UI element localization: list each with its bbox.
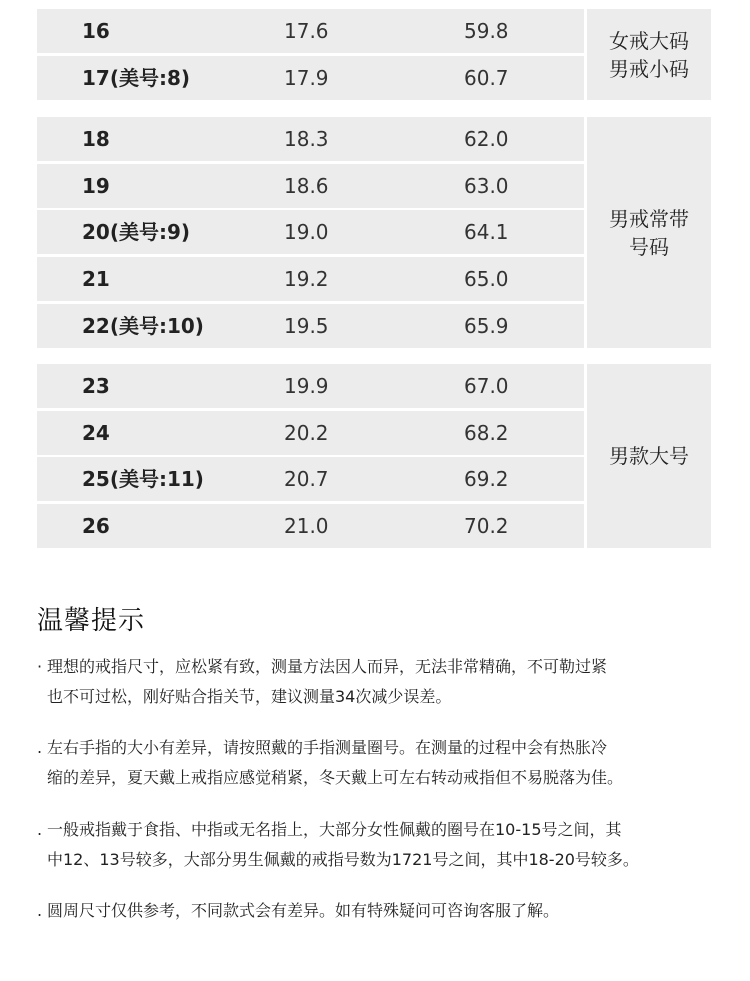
diameter-cell: 21.0 <box>284 514 329 538</box>
tips-title: 温馨提示 <box>37 606 146 636</box>
circumference-cell: 59.8 <box>464 19 509 43</box>
table-row <box>37 364 584 408</box>
size-group-3 <box>37 364 711 549</box>
tip-line: 一般戒指戴于食指、中指或无名指上，大部分女性佩戴的圈号在10-15号之间，其 <box>47 820 622 839</box>
size-cell: 21 <box>82 267 110 291</box>
table-row <box>37 504 584 548</box>
diameter-cell: 19.5 <box>284 314 329 338</box>
table-row <box>37 164 584 208</box>
size-cell: 25(美号:11) <box>82 467 204 491</box>
table-row <box>37 9 584 53</box>
diameter-cell: 19.9 <box>284 374 329 398</box>
group-note <box>587 364 711 548</box>
table-row <box>37 210 584 254</box>
tip-line: 圆周尺寸仅供参考，不同款式会有差异。如有特殊疑问可咨询客服了解。 <box>47 901 560 920</box>
group-note <box>587 9 711 100</box>
group-note-line: 男戒小码 <box>609 56 689 81</box>
group-note-line: 女戒大码 <box>609 28 689 53</box>
diameter-cell: 17.9 <box>284 66 329 90</box>
group-note-line: 男戒常带 <box>609 206 689 231</box>
table-row <box>37 304 584 348</box>
tip-item <box>37 896 717 926</box>
table-row <box>37 457 584 501</box>
circumference-cell: 63.0 <box>464 174 509 198</box>
tip-line: 理想的戒指尺寸，应松紧有致，测量方法因人而异，无法非常精确，不可勒过紧 <box>47 657 608 676</box>
tip-line: 也不可过松，刚好贴合指关节，建议测量34次减少误差。 <box>47 687 452 706</box>
diameter-cell: 18.6 <box>284 174 329 198</box>
table-row <box>37 411 584 455</box>
group-note <box>587 117 711 348</box>
diameter-cell: 20.7 <box>284 467 329 491</box>
size-cell: 20(美号:9) <box>82 220 191 244</box>
table-row <box>37 257 584 301</box>
size-cell: 24 <box>82 421 110 445</box>
tip-line: 缩的差异，夏天戴上戒指应感觉稍紧，冬天戴上可左右转动戒指但不易脱落为佳。 <box>47 768 624 787</box>
size-group-1 <box>37 9 711 100</box>
circumference-cell: 70.2 <box>464 514 509 538</box>
circumference-cell: 62.0 <box>464 127 509 151</box>
circumference-cell: 69.2 <box>464 467 509 491</box>
size-group-2 <box>37 117 711 349</box>
size-cell: 18 <box>82 127 110 151</box>
size-cell: 22(美号:10) <box>82 314 204 338</box>
tip-line: 左右手指的大小有差异，请按照戴的手指测量圈号。在测量的过程中会有热胀冷 <box>47 738 608 757</box>
table-row <box>37 117 584 161</box>
circumference-cell: 68.2 <box>464 421 509 445</box>
diameter-cell: 20.2 <box>284 421 329 445</box>
size-cell: 17(美号:8) <box>82 66 191 90</box>
circumference-cell: 64.1 <box>464 220 509 244</box>
group-note-line: 号码 <box>629 234 669 259</box>
tip-item <box>37 815 717 875</box>
size-cell: 19 <box>82 174 110 198</box>
tip-item <box>37 733 717 793</box>
circumference-cell: 65.9 <box>464 314 509 338</box>
circumference-cell: 67.0 <box>464 374 509 398</box>
size-cell: 26 <box>82 514 110 538</box>
bullet-icon: . <box>37 738 43 757</box>
tip-line: 中12、13号较多，大部分男生佩戴的戒指号数为1721号之间，其中18-20号较多。 <box>47 850 639 869</box>
table-row <box>37 56 584 100</box>
bullet-icon: . <box>37 820 43 839</box>
group-note-line: 男款大号 <box>609 444 689 468</box>
bullet-icon: · <box>37 657 43 676</box>
diameter-cell: 19.0 <box>284 220 329 244</box>
size-cell: 16 <box>82 19 110 43</box>
size-cell: 23 <box>82 374 110 398</box>
diameter-cell: 18.3 <box>284 127 329 151</box>
circumference-cell: 65.0 <box>464 267 509 291</box>
diameter-cell: 19.2 <box>284 267 329 291</box>
circumference-cell: 60.7 <box>464 66 509 90</box>
bullet-icon: . <box>37 901 43 920</box>
tip-item <box>37 652 717 712</box>
diameter-cell: 17.6 <box>284 19 329 43</box>
